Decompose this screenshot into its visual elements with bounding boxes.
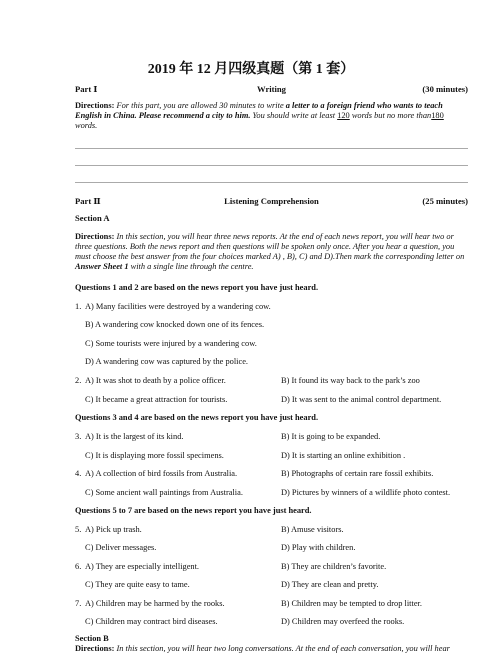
section-a-directions-text: In this section, you will hear three news reports. At the end of each news report, you will hear two or three questions. Both the news report and then questions will be spoken only once. After you hear a question, you must choose the best answer from the four choices marked A) , B), C) and D).Then mark the corresponding letter on <box>75 232 465 261</box>
part1-directions-c: You should write at least <box>252 111 336 120</box>
page-title: 2019 年 12 月四级真题（第 1 套） <box>147 62 355 77</box>
q7-option-b: B) Children may be tempted to drop litter. <box>281 599 422 608</box>
q4-option-d: D) Pictures by winners of a wildlife photo contest. <box>281 488 451 497</box>
q5-option-b: B) Amuse visitors. <box>281 525 344 534</box>
q6-number: 6. <box>75 562 82 571</box>
q3-number: 3. <box>75 432 82 441</box>
part1-directions-a: For this part, you are allowed 30 minutes to write <box>116 101 284 110</box>
part1-directions-b: a letter to a foreign friend who wants to teach English in China. Please recommend a city to him. <box>75 101 443 120</box>
section-a-directions-end: with a single line through the centre. <box>130 262 254 271</box>
group2-heading: Questions 3 and 4 are based on the news report you have just heard. <box>75 413 319 422</box>
section-a-label: Section A <box>75 213 110 223</box>
q7-option-d: D) Children may overfeed the rooks. <box>281 617 405 626</box>
q3-option-d: D) It is starting an online exhibition . <box>281 451 406 460</box>
q2-option-d: D) It was sent to the animal control department. <box>281 395 442 404</box>
section-b-directions-text: In this section, you will hear two long conversations. At the end of each conversation, you will hear <box>116 644 450 653</box>
section-b-directions <box>75 644 468 654</box>
q6-option-d: D) They are clean and pretty. <box>281 580 379 589</box>
q2-option-a: A) It was shot to death by a police officer. <box>85 376 226 385</box>
part1-directions-label: Directions: <box>75 101 115 110</box>
q5-option-a: A) Pick up trash. <box>85 525 142 534</box>
q3-option-b: B) It is going to be expanded. <box>281 432 381 441</box>
group3-heading: Questions 5 to 7 are based on the news report you have just heard. <box>75 506 312 515</box>
part1-time: (30 minutes) <box>422 84 468 94</box>
q1-option-b: B) A wandering cow knocked down one of its fences. <box>85 320 265 329</box>
section-b-directions-label: Directions: <box>75 644 115 653</box>
q4-option-b: B) Photographs of certain rare fossil exhibits. <box>281 469 434 478</box>
q1-option-c: C) Some tourists were injured by a wandering cow. <box>85 339 257 348</box>
q3-option-c: C) It is displaying more fossil specimens. <box>85 451 224 460</box>
q7-option-c: C) Children may contract bird diseases. <box>85 617 218 626</box>
q7-option-a: A) Children may be harmed by the rooks. <box>85 599 225 608</box>
q2-option-b: B) It found its way back to the park’s zoo <box>281 376 420 385</box>
q2-option-c: C) It became a great attraction for tourists. <box>85 395 228 404</box>
part2-name: Listening Comprehension <box>224 196 319 206</box>
q1-number: 1. <box>75 302 82 311</box>
q6-option-c: C) They are quite easy to tame. <box>85 580 190 589</box>
group1-heading: Questions 1 and 2 are based on the news report you have just heard. <box>75 283 319 292</box>
part1-directions-e: words. <box>75 121 98 130</box>
answer-line-1 <box>75 148 468 149</box>
q1-option-d: D) A wandering cow was captured by the police. <box>85 357 249 366</box>
part2-time: (25 minutes) <box>422 196 468 206</box>
section-b-label: Section B <box>75 634 109 643</box>
answer-line-2 <box>75 165 468 166</box>
section-a-directions-label: Directions: <box>75 232 115 241</box>
part1-min-words: 120 <box>337 111 350 120</box>
q5-option-c: C) Deliver messages. <box>85 543 157 552</box>
part1-name: Writing <box>257 84 286 94</box>
q4-option-c: C) Some ancient wall paintings from Australia. <box>85 488 243 497</box>
q3-option-a: A) It is the largest of its kind. <box>85 432 184 441</box>
q2-number: 2. <box>75 376 82 385</box>
part1-directions-d: words but no more than <box>351 111 432 120</box>
q6-option-a: A) They are especially intelligent. <box>85 562 200 571</box>
q4-number: 4. <box>75 469 82 478</box>
part2-label: Part Ⅱ <box>75 196 101 206</box>
q1-option-a: A) Many facilities were destroyed by a wandering cow. <box>85 302 271 311</box>
part1-label: Part Ⅰ <box>75 84 98 94</box>
q4-option-a: A) A collection of bird fossils from Australia. <box>85 469 238 478</box>
part1-directions <box>75 101 468 131</box>
answer-line-3 <box>75 182 468 183</box>
answer-sheet-label: Answer Sheet 1 <box>75 262 129 271</box>
part2-header <box>75 196 468 207</box>
part1-header <box>75 84 468 95</box>
q5-number: 5. <box>75 525 82 534</box>
q6-option-b: B) They are children’s favorite. <box>281 562 387 571</box>
q5-option-d: D) Play with children. <box>281 543 356 552</box>
part1-max-words: 180 <box>431 111 444 120</box>
q7-number: 7. <box>75 599 82 608</box>
section-a-directions <box>75 232 468 272</box>
